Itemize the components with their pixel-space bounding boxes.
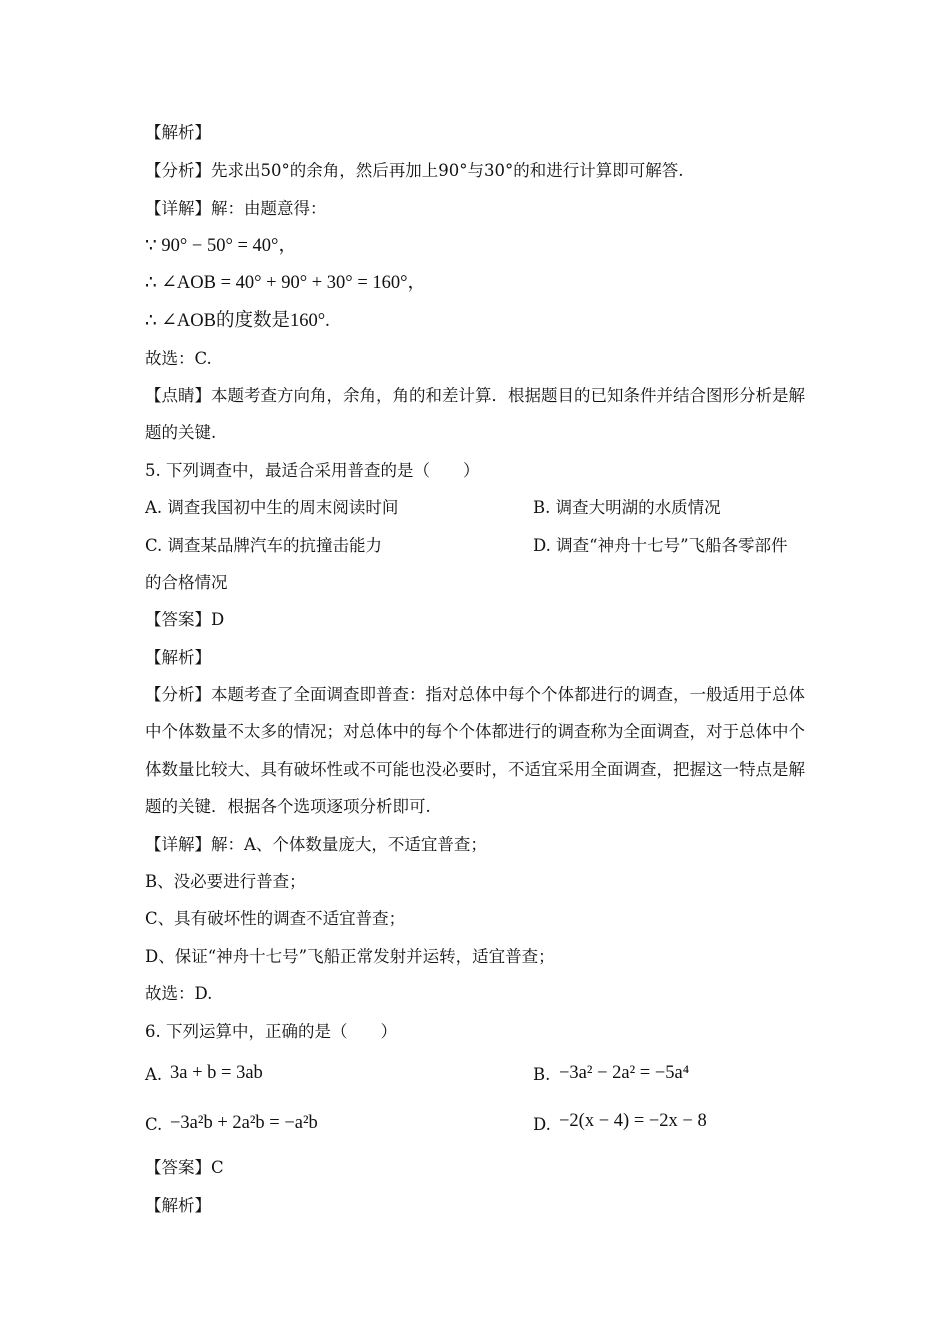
q5-detail-d: D、保证“神舟十七号”飞船正常发射并运转，适宜普查； [145, 947, 555, 966]
q4-step-3: ∴ ∠AOB的度数是160°. [145, 311, 330, 331]
q5-jiexi-heading: 【解析】 [145, 648, 211, 667]
q6-option-b: −3a² − 2a² = −5a⁴ [559, 1063, 690, 1083]
q6-answer: 【答案】C [145, 1158, 224, 1177]
q6-jiexi-heading: 【解析】 [145, 1196, 211, 1215]
q5-analysis-line-2: 中个体数量不太多的情况；对总体中的每个个体都进行的调查称为全面调查，对于总体中个 [145, 722, 805, 741]
q6-question: 6. 下列运算中，正确的是（ ） [145, 1022, 397, 1041]
q6-option-d: −2(x − 4) = −2x − 8 [559, 1111, 707, 1131]
q5-choice: 故选：D. [145, 984, 213, 1003]
q6-option-c: −3a²b + 2a²b = −a²b [170, 1113, 318, 1133]
q6-option-c-label: C. [145, 1115, 163, 1134]
q5-question: 5. 下列调查中，最适合采用普查的是（ ） [145, 461, 480, 480]
q5-option-b: B. 调查大明湖的水质情况 [533, 498, 721, 517]
q6-option-b-label: B. [533, 1065, 551, 1084]
q6-option-a: 3a + b = 3ab [170, 1063, 263, 1083]
q5-option-d-continued: 的合格情况 [145, 573, 228, 592]
q5-option-c: C. 调查某品牌汽车的抗撞击能力 [145, 536, 383, 555]
q5-detail-c: C、具有破坏性的调查不适宜普查； [145, 909, 406, 928]
q5-option-d: D. 调查“神舟十七号”飞船各零部件 [533, 536, 788, 555]
q4-step-1: ∵ 90° − 50° = 40°， [145, 236, 297, 256]
q5-detail-b: B、没必要进行普查； [145, 872, 306, 891]
q4-analysis: 【分析】先求出50°的余角，然后再加上90°与30°的和进行计算即可解答. [145, 161, 684, 180]
q4-step-2: ∴ ∠AOB = 40° + 90° + 30° = 160°， [145, 273, 427, 293]
q5-analysis-line-3: 体数量比较大、具有破坏性或不可能也没必要时，不适宜采用全面调查，把握这一特点是解 [145, 760, 805, 779]
q6-option-d-label: D. [533, 1115, 551, 1134]
q5-answer: 【答案】D [145, 610, 225, 629]
q4-detail: 【详解】解：由题意得： [145, 199, 327, 218]
q4-jiexi-heading: 【解析】 [145, 123, 211, 142]
q5-analysis-line-1: 【分析】本题考查了全面调查即普查：指对总体中每个个体都进行的调查，一般适用于总体 [145, 685, 805, 704]
q5-analysis-line-4: 题的关键．根据各个选项逐项分析即可. [145, 797, 431, 816]
q5-option-a: A. 调查我国初中生的周末阅读时间 [145, 498, 399, 517]
q6-option-a-label: A. [145, 1065, 163, 1084]
q4-comment-line-2: 题的关键. [145, 423, 217, 442]
q4-comment-line-1: 【点睛】本题考查方向角，余角，角的和差计算．根据题目的已知条件并结合图形分析是解 [145, 386, 805, 405]
q4-choice: 故选：C. [145, 349, 212, 368]
q5-detail: 【详解】解：A、个体数量庞大，不适宜普查； [145, 835, 487, 854]
